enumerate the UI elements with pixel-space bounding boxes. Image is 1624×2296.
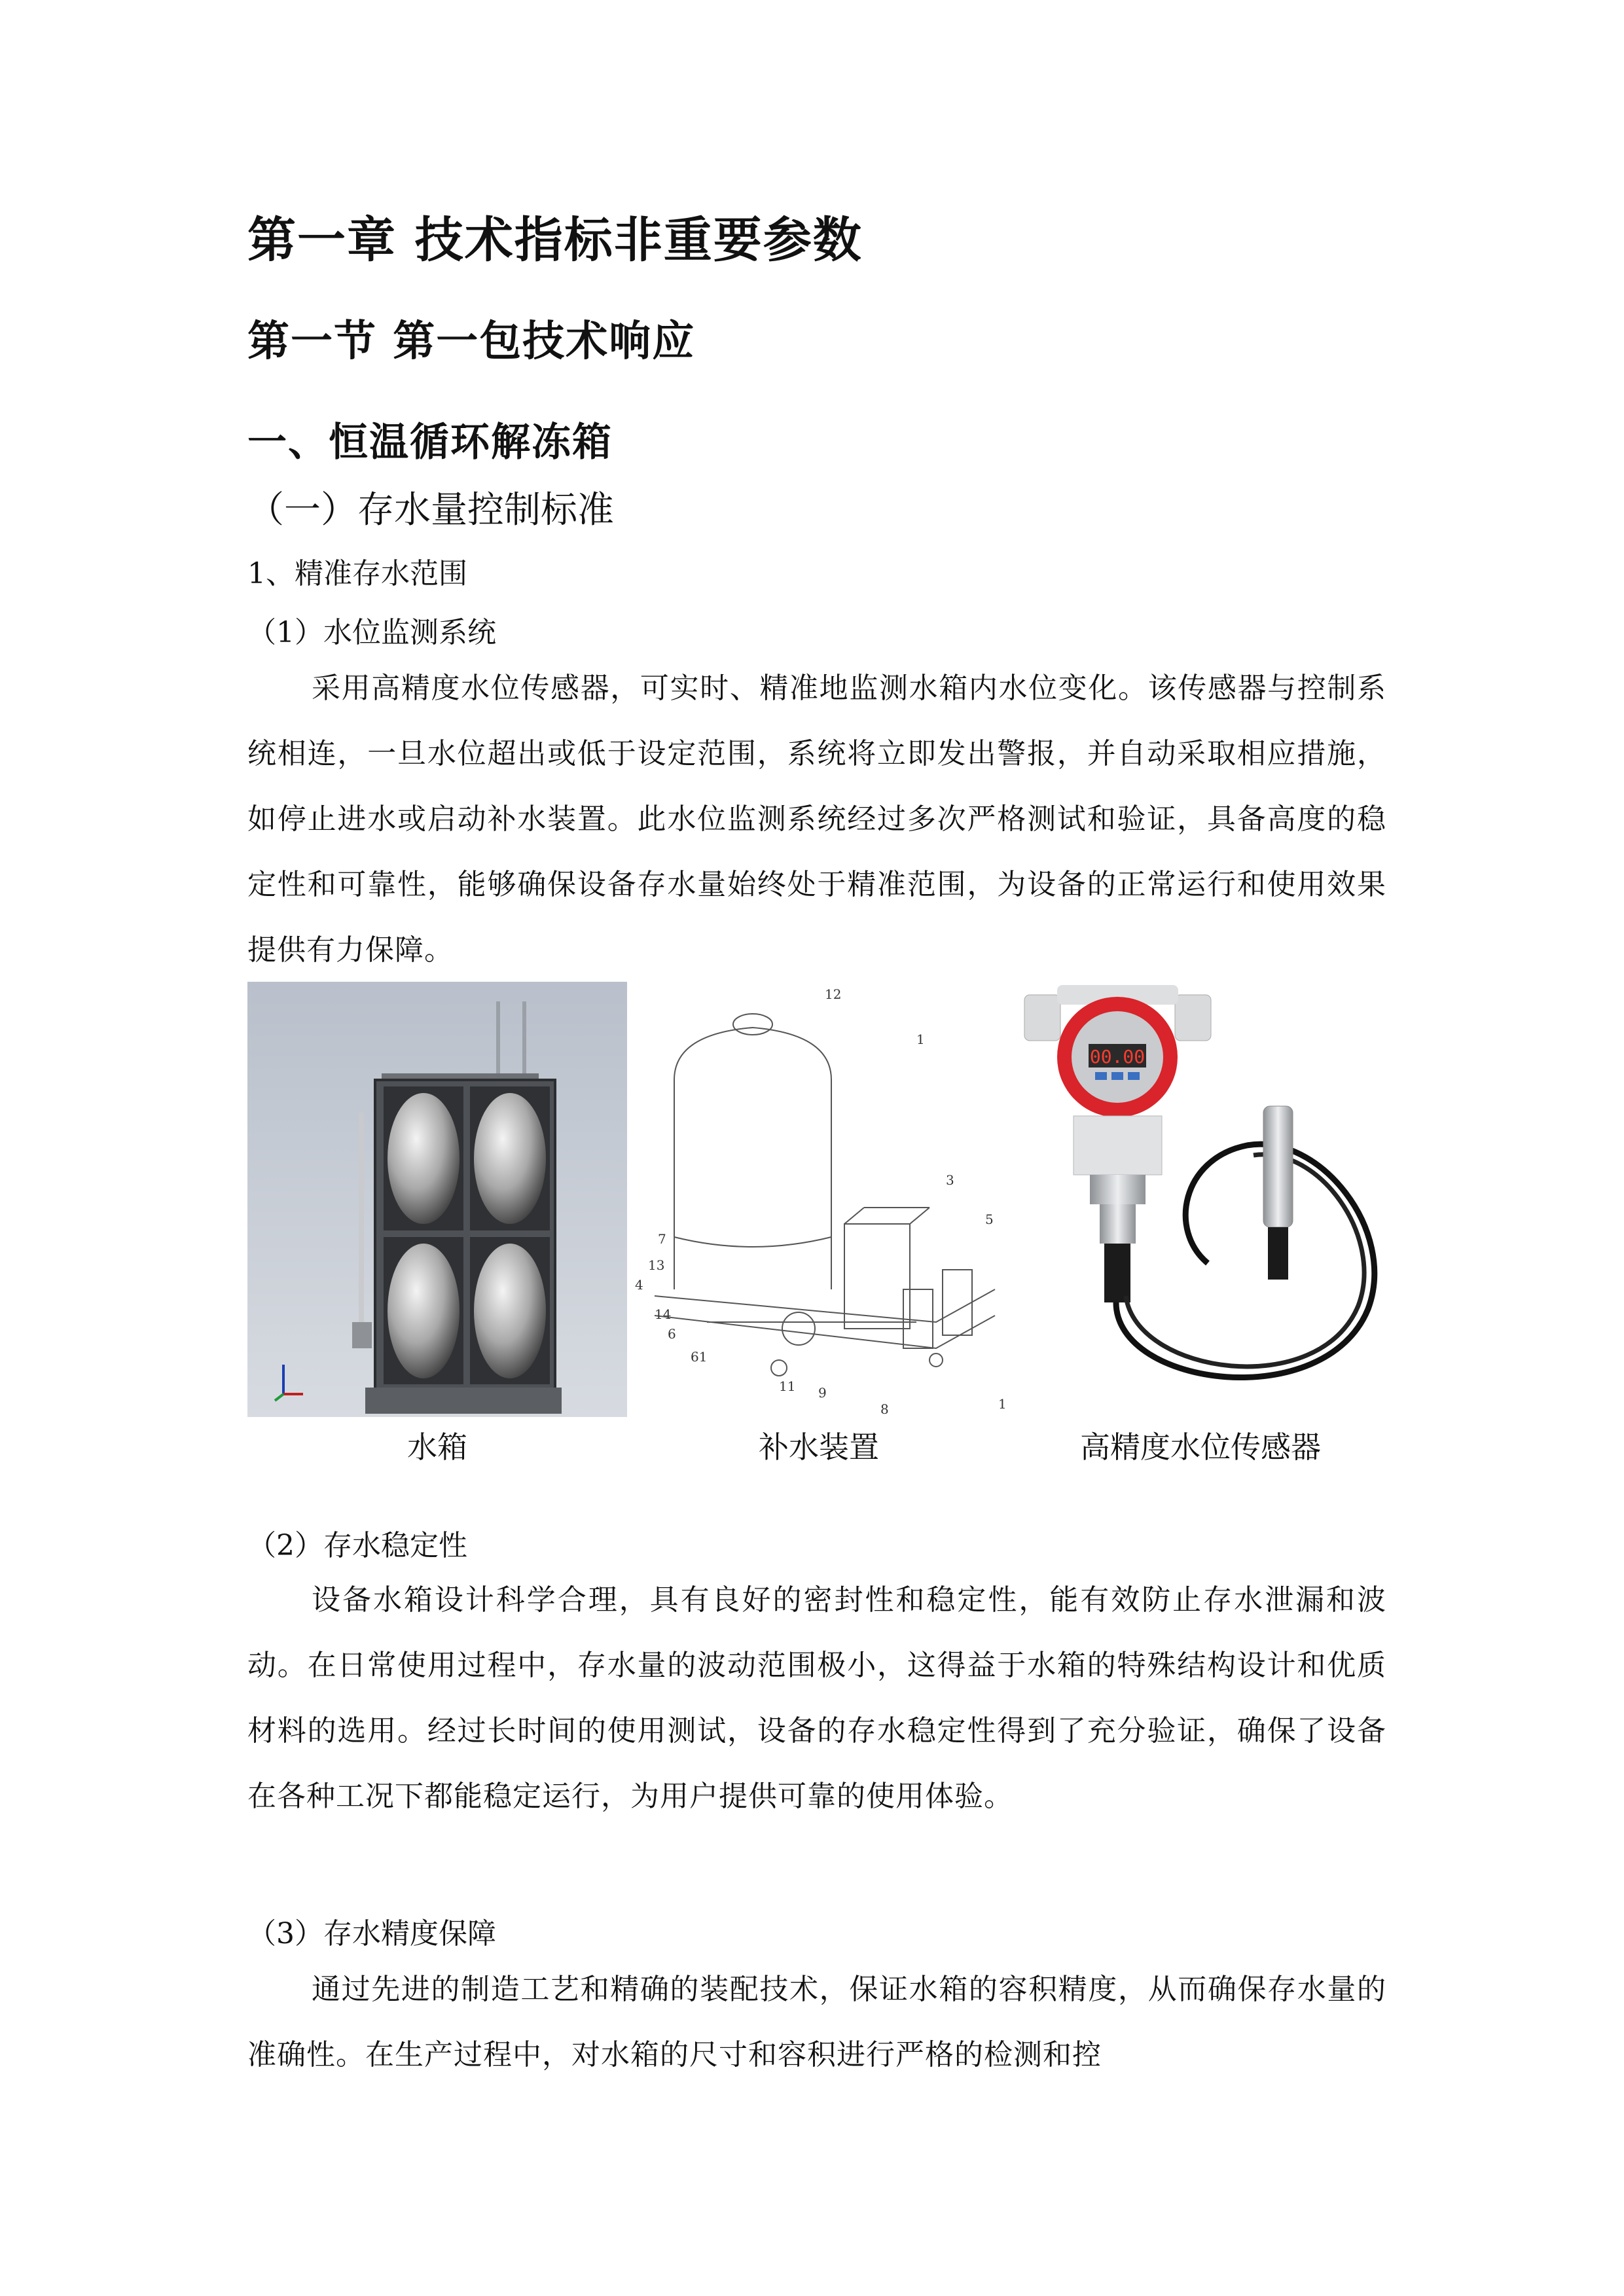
item-heading: 1、精准存水范围 <box>247 557 467 590</box>
diagram-label: 5 <box>985 1211 994 1227</box>
point-body-1: 采用高精度水位传感器，可实时、精准地监测水箱内水位变化。该传感器与控制系统相连，一旦水位超出或低于设定范围，系统将立即发出警报，并自动采取相应措施，如停止进水或启动补水装置。此水位监测系统经过多次严格测试和验证，具备高度的稳定性和可靠性，能够确保设备存水量始终处于精准范围，为设备的正常运行和使用效果提供有力保障。 <box>247 672 1386 967</box>
replenish-device-diagram <box>628 982 1009 1417</box>
diagram-label: 1 <box>998 1396 1007 1412</box>
diagram-label: 13 <box>648 1257 665 1273</box>
diagram-label: 6 <box>668 1326 676 1342</box>
figure-caption-sensor: 高精度水位传感器 <box>1080 1429 1321 1465</box>
point-body-2: 设备水箱设计科学合理，具有良好的密封性和稳定性，能有效防止存水泄漏和波动。在日常使用过程中，存水量的波动范围极小，这得益于水箱的特殊结构设计和优质材料的选用。经过长时间的使用测试，设备的存水稳定性得到了充分验证，确保了设备在各种工况下都能稳定运行，为用户提供可靠的使用体验。 <box>247 1583 1386 1813</box>
figure-caption-tank: 水箱 <box>407 1429 467 1465</box>
diagram-label: 4 <box>635 1277 643 1293</box>
diagram-label: 12 <box>825 986 842 1002</box>
diagram-label: 9 <box>818 1385 827 1401</box>
point-heading-2: （2）存水稳定性 <box>247 1529 467 1562</box>
water-tank-image <box>247 982 627 1417</box>
chapter-title: 第一章 技术指标非重要参数 <box>247 212 863 268</box>
subheading: （一）存水量控制标准 <box>247 489 614 531</box>
diagram-label: 7 <box>658 1231 666 1247</box>
diagram-label: 8 <box>880 1401 889 1417</box>
point-heading-3: （3）存水精度保障 <box>247 1917 496 1950</box>
figure-caption-device: 补水装置 <box>759 1429 879 1465</box>
water-level-sensor-image <box>1011 982 1390 1417</box>
diagram-label: 1 <box>916 1031 925 1047</box>
point-heading-1: （1）水位监测系统 <box>247 616 496 649</box>
diagram-label: 11 <box>779 1378 796 1394</box>
diagram-label: 3 <box>946 1172 954 1188</box>
point-body-3: 通过先进的制造工艺和精确的装配技术，保证水箱的容积精度，从而确保存水量的准确性。在生产过程中，对水箱的尺寸和容积进行严格的检测和控 <box>247 1973 1386 2072</box>
diagram-label: 61 <box>691 1349 708 1365</box>
section-title: 第一节 第一包技术响应 <box>247 317 696 366</box>
sensor-display: 00.00 <box>1089 1046 1146 1067</box>
subsection-title: 一、恒温循环解冻箱 <box>247 420 613 465</box>
diagram-label: 14 <box>655 1306 672 1322</box>
